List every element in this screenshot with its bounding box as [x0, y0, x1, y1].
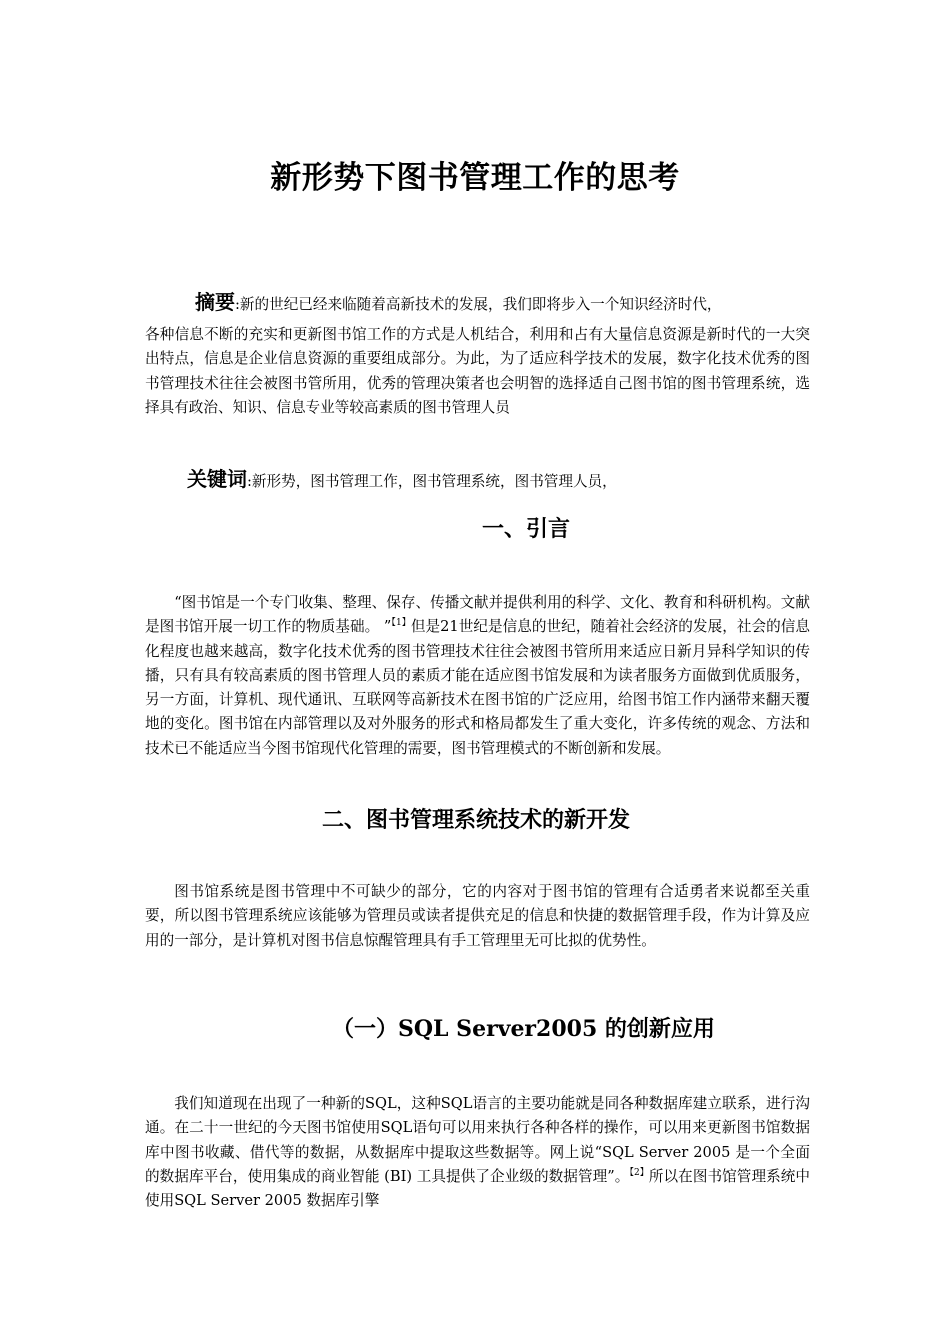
section-system-paragraph: 图书馆系统是图书管理中不可缺少的部分，它的内容对于图书馆的管理有合适勇者来说都至关重要，所以图书管理系统应该能够为管理员或读者提供充足的信息和快捷的数据管理手段，作为计算及应用的一部分，是计算机对图书信息惊醒管理具有手工管理里无可比拟的优势性。 — [145, 883, 810, 949]
keywords-label: 关键词 — [187, 467, 247, 491]
abstract-first-line — [195, 286, 825, 315]
section-heading-system-development: 二、图书管理系统技术的新开发 — [322, 808, 631, 833]
abstract-body: 各种信息不断的充实和更新图书馆工作的方式是人机结合，利用和占有大量信息资源是新时代的一大突出特点，信息是企业信息资源的重要组成部分。为此，为了适应科学技术的发展，数字化技术优秀的图书管理技术往往会被图书管所用，优秀的管理决策者也会明智的选择适自己图书馆的图书管理系统，选择具有政治、知识、信息专业等较高素质的图书管理人员 — [145, 326, 810, 416]
sql-body-part1: 我们知道现在出现了一种新的SQL，这种SQL语言的主要功能就是同各种数据库建立联系，进行沟通。在二十一世纪的今天图书馆使用SQL语句可以用来执行各种各样的操作，可以用来更新图书馆数据库中图书收藏、借代等的数据，从数据库中提取这些数据等。网上说“SQL Server 2005 是一个全面的数据库平台，使用集成的商业智能 (BI) 工具提供了企业级的数据管理”。 — [145, 1095, 810, 1185]
section-introduction-paragraph — [145, 591, 810, 761]
abstract-label: 摘要 — [195, 290, 235, 314]
sql-body-part2: 所以在图书馆管理系统中使用SQL Server 2005 数据库引擎 — [145, 1167, 810, 1210]
abstract-first-text: 新的世纪已经来临随着高新技术的发展，我们即将步入一个知识经济时代， — [239, 296, 722, 313]
citation-2: 【2】 — [629, 1167, 649, 1178]
subsection-sql-paragraph — [145, 1092, 810, 1213]
document-title: 新形势下图书管理工作的思考 — [270, 160, 680, 196]
section-heading-introduction: 一、引言 — [482, 517, 571, 542]
keywords-text: 新形势，图书管理工作，图书管理系统，图书管理人员， — [251, 473, 617, 490]
abstract-separator: : — [235, 296, 240, 313]
keywords-separator: : — [247, 473, 252, 490]
keywords-line — [187, 463, 617, 492]
intro-quote: “图书馆是一个专门收集、整理、保存、传播文献并提供利用的科学、文化、教育和科研机构。文献是图书馆开展一切工作的物质基础。 ” — [145, 594, 810, 636]
subsection-heading-sql-server: （一）SQL Server2005 的创新应用 — [332, 1016, 715, 1042]
intro-body: 但是21世纪是信息的世纪，随着社会经济的发展，社会的信息化程度也越来越高，数字化技术优秀的图书管理技术往往会被图书管所用来适应日新月异科学知识的传播，只有具有较高素质的图书管理人员的素质才能在适应图书馆发展和为读者服务方面做到优质服务，另一方面，计算机、现代通讯、互联网等高新技术在图书馆的广泛应用，给图书馆工作内涵带来翻天覆地的变化。图书馆在内部管理以及对外服务的形式和格局都发生了重大变化，许多传统的观念、方法和技术已不能适应当今图书馆现代化管理的需要，图书管理模式的不断创新和发展。 — [145, 618, 811, 757]
citation-1: 【1】 — [391, 618, 411, 629]
